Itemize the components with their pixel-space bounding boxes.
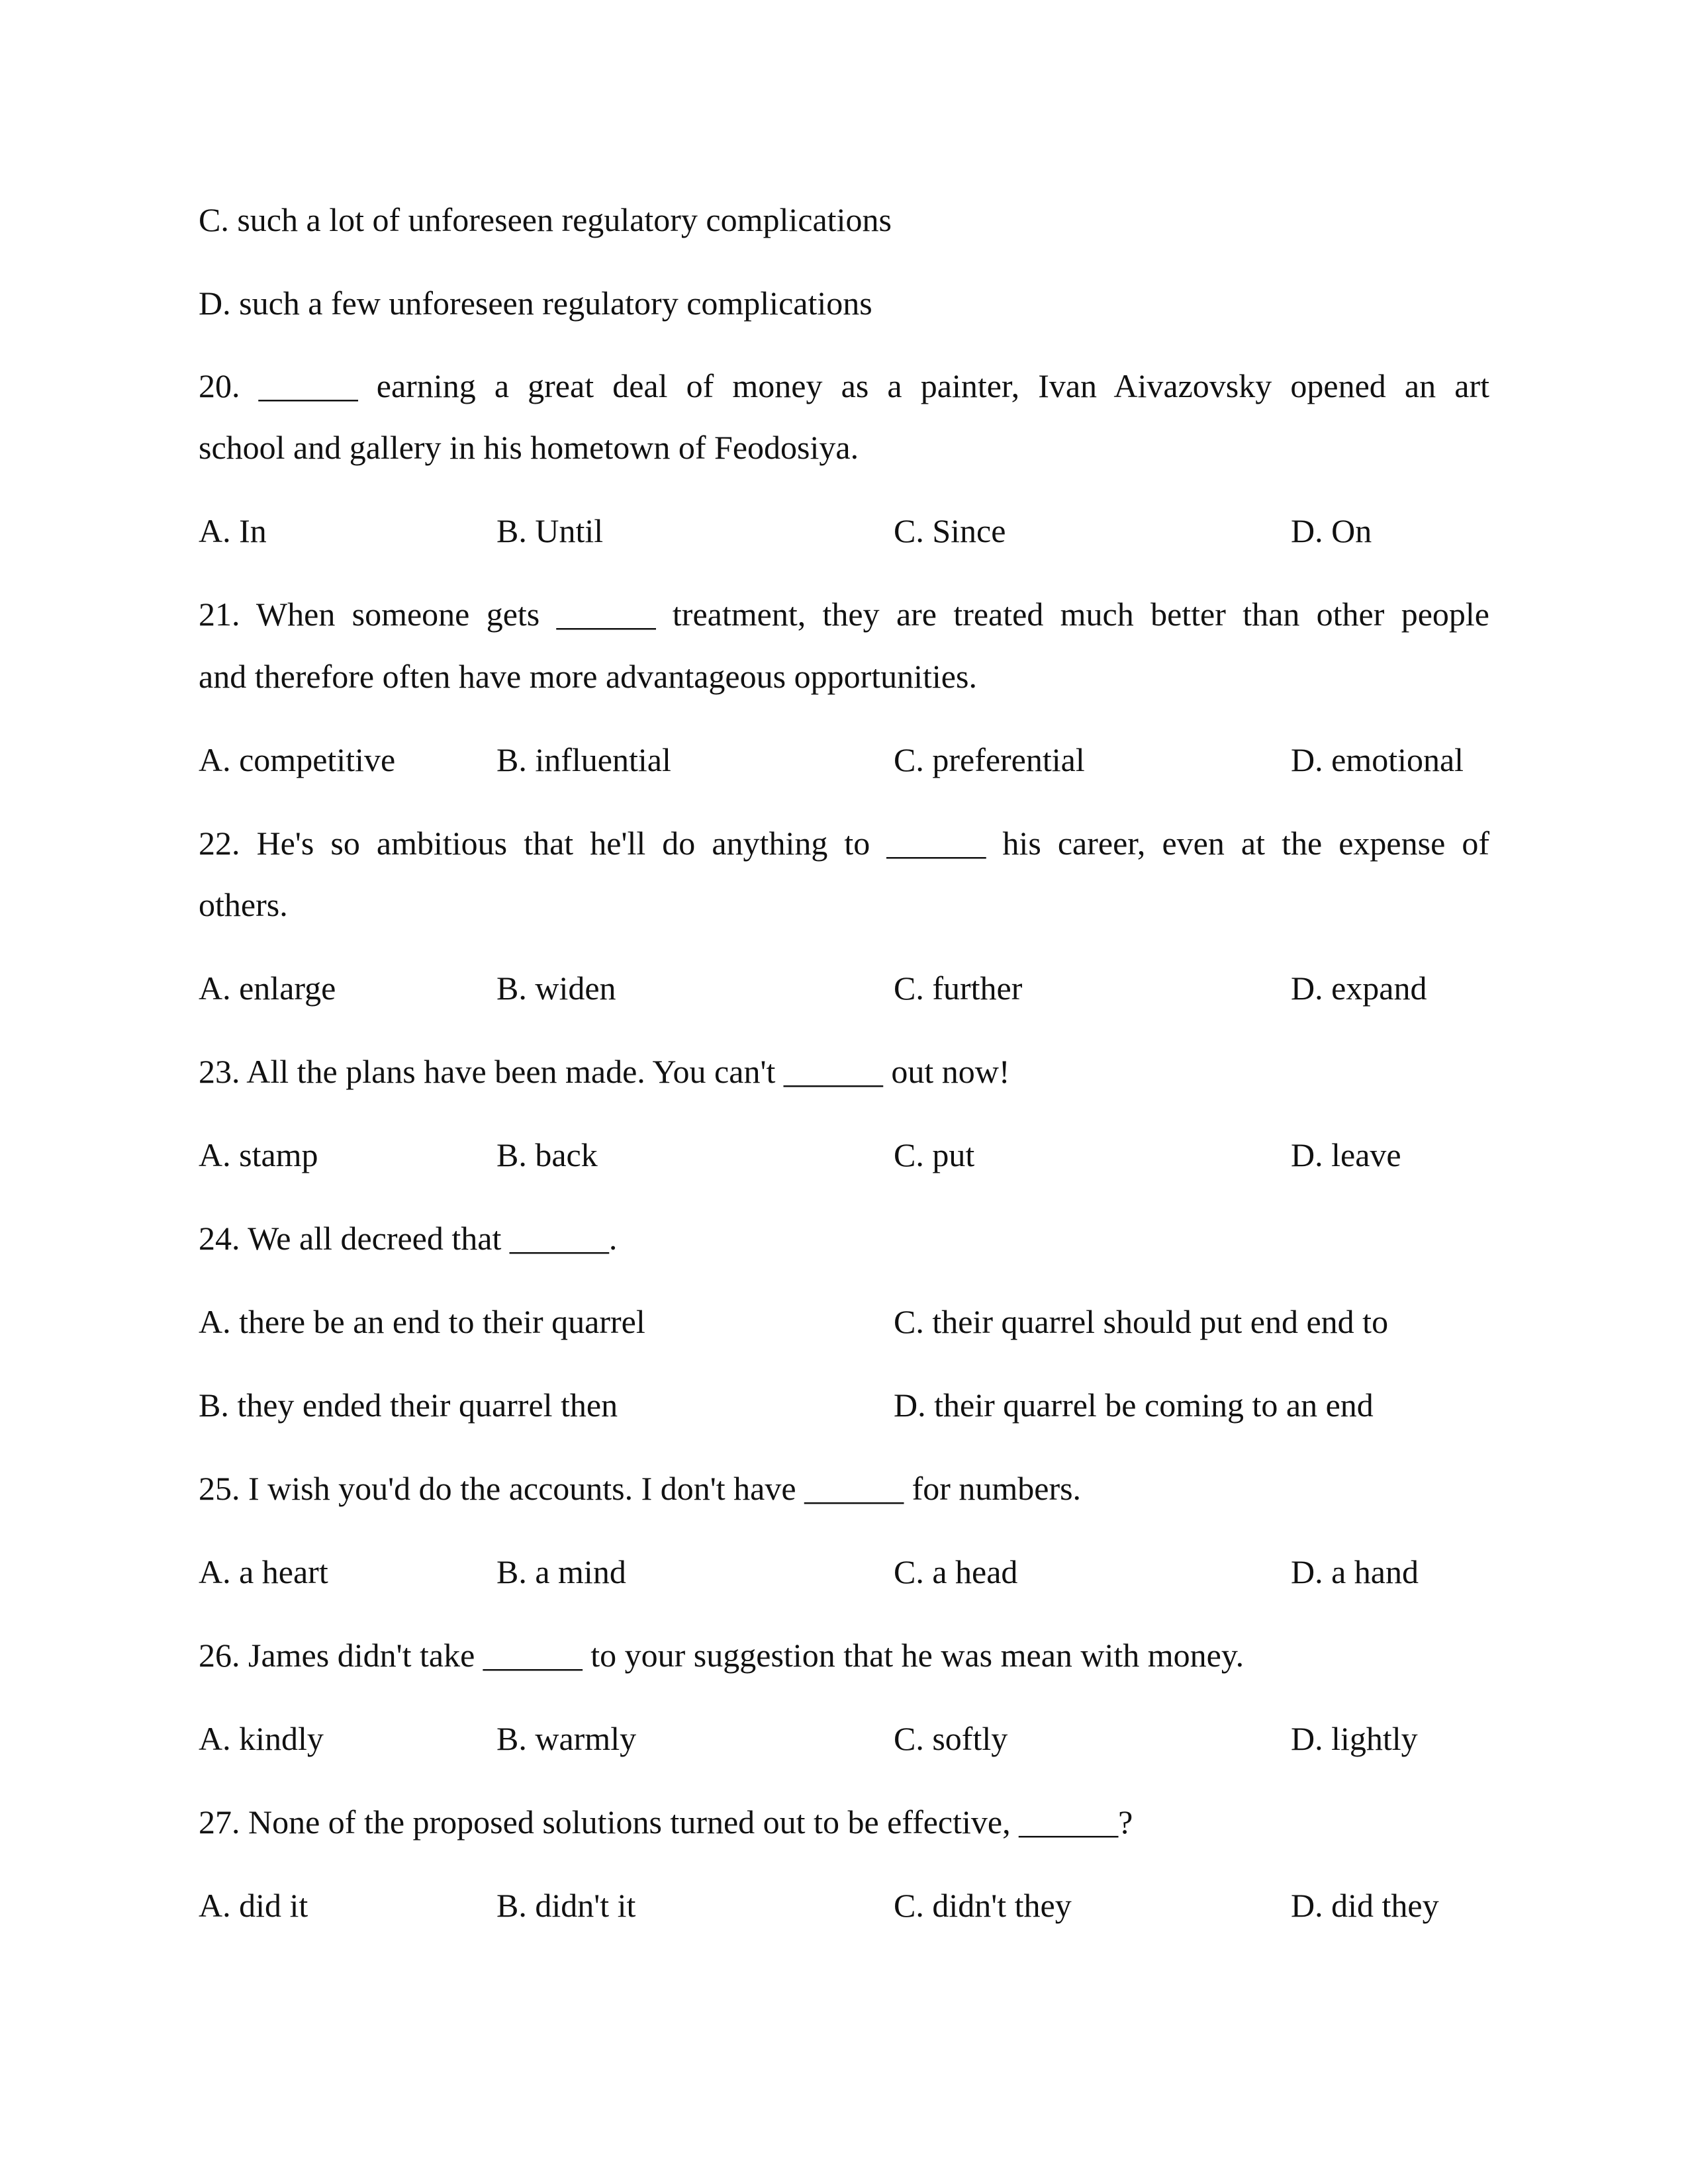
q21-stem-line1: 21. When someone gets ______ treatment, they are treated much better than other people — [199, 596, 1489, 633]
q22-option-d: D. expand — [1291, 970, 1427, 1007]
q20-stem-line2: school and gallery in his hometown of Feodosiya. — [199, 429, 859, 466]
q20-option-c: C. Since — [894, 512, 1006, 549]
q21-option-a: A. competitive — [199, 741, 396, 778]
q21-option-d: D. emotional — [1291, 741, 1464, 778]
q26-stem: 26. James didn't take ______ to your suggestion that he was mean with money. — [199, 1637, 1244, 1674]
q25-option-d: D. a hand — [1291, 1553, 1419, 1590]
q20-option-b: B. Until — [496, 512, 604, 549]
q26-option-d: D. lightly — [1291, 1720, 1418, 1757]
q25-option-b: B. a mind — [496, 1553, 626, 1590]
q19-option-c: C. such a lot of unforeseen regulatory complications — [199, 201, 892, 238]
q27-stem: 27. None of the proposed solutions turned out to be effective, ______? — [199, 1803, 1133, 1841]
q22-stem-line1: 22. He's so ambitious that he'll do anything to ______ his career, even at the expense of — [199, 825, 1489, 862]
q24-option-c: C. their quarrel should put end end to — [894, 1303, 1389, 1340]
q22-option-a: A. enlarge — [199, 970, 336, 1007]
q23-option-d: D. leave — [1291, 1136, 1401, 1173]
q21-option-c: C. preferential — [894, 741, 1085, 778]
q20-stem-line1: 20. ______ earning a great deal of money as a painter, Ivan Aivazovsky opened an art — [199, 367, 1489, 404]
q21-option-b: B. influential — [496, 741, 671, 778]
q22-option-c: C. further — [894, 970, 1023, 1007]
q24-option-a: A. there be an end to their quarrel — [199, 1303, 645, 1340]
q19-option-d: D. such a few unforeseen regulatory complications — [199, 285, 872, 322]
q27-option-c: C. didn't they — [894, 1887, 1072, 1924]
q24-stem: 24. We all decreed that ______. — [199, 1220, 618, 1257]
q26-option-a: A. kindly — [199, 1720, 324, 1757]
q26-option-b: B. warmly — [496, 1720, 637, 1757]
q23-stem: 23. All the plans have been made. You can't ______ out now! — [199, 1053, 1010, 1090]
q22-stem-line2: others. — [199, 886, 288, 923]
q23-option-b: B. back — [496, 1136, 598, 1173]
q20-option-a: A. In — [199, 512, 267, 549]
q25-option-a: A. a heart — [199, 1553, 328, 1590]
q23-option-c: C. put — [894, 1136, 975, 1173]
q24-option-b: B. they ended their quarrel then — [199, 1387, 618, 1424]
q20-option-d: D. On — [1291, 512, 1372, 549]
q25-stem: 25. I wish you'd do the accounts. I don't have ______ for numbers. — [199, 1470, 1082, 1507]
q21-stem-line2: and therefore often have more advantageous opportunities. — [199, 658, 977, 695]
q27-option-d: D. did they — [1291, 1887, 1439, 1924]
q23-option-a: A. stamp — [199, 1136, 318, 1173]
q26-option-c: C. softly — [894, 1720, 1008, 1757]
q22-option-b: B. widen — [496, 970, 616, 1007]
q27-option-a: A. did it — [199, 1887, 308, 1924]
q27-option-b: B. didn't it — [496, 1887, 636, 1924]
q25-option-c: C. a head — [894, 1553, 1018, 1590]
q24-option-d: D. their quarrel be coming to an end — [894, 1387, 1374, 1424]
